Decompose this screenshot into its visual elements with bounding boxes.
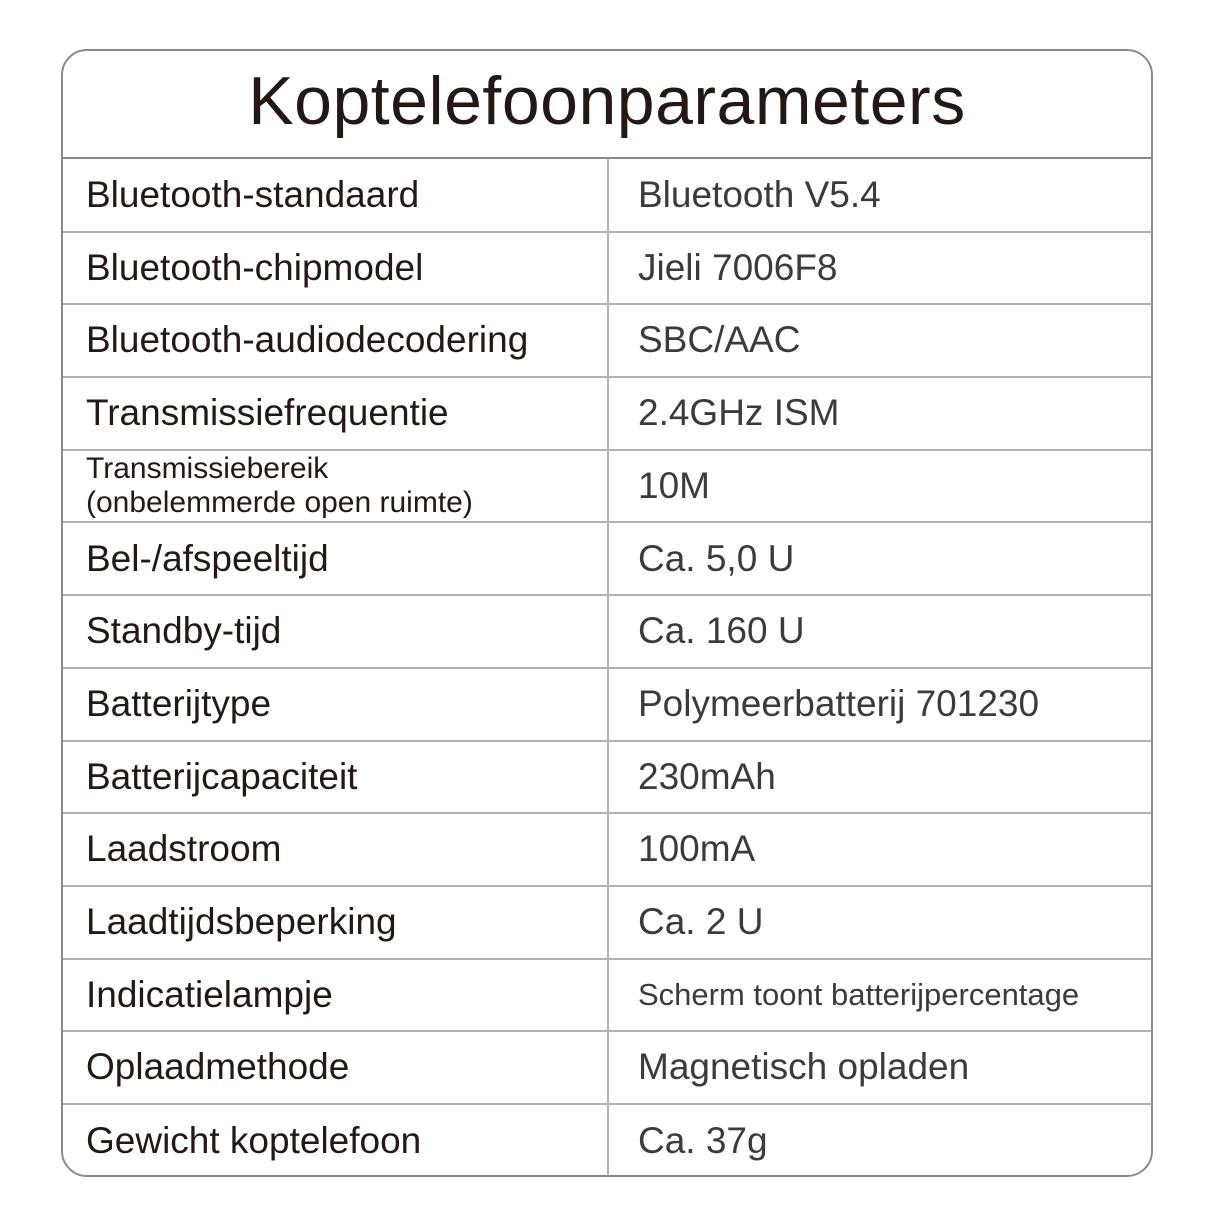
table-row: [63, 522, 1151, 595]
row-label: Batterijtype: [86, 682, 272, 724]
table-row: [63, 159, 1151, 232]
table-row: [63, 741, 1151, 814]
row-label: Transmissiefrequentie: [86, 392, 449, 434]
row-label: Bel-/afspeeltijd: [86, 537, 329, 579]
row-value: Scherm toont batterijpercentage: [638, 977, 1080, 1013]
row-label: Transmissiebereik (onbelemmerde open ruimte): [86, 451, 473, 520]
row-value: Jieli 7006F8: [638, 246, 838, 288]
table-row: [63, 450, 1151, 523]
title-bar: [63, 51, 1151, 159]
row-label: Batterijcapaciteit: [86, 755, 358, 797]
row-value: 10M: [638, 464, 710, 506]
table-row: [63, 959, 1151, 1032]
spec-card: [61, 49, 1153, 1177]
row-value: Ca. 160 U: [638, 610, 805, 652]
row-value: Ca. 5,0 U: [638, 537, 795, 579]
table-row: [63, 886, 1151, 959]
row-label: Gewicht koptelefoon: [86, 1119, 422, 1161]
table-row: [63, 668, 1151, 741]
row-label: Standby-tijd: [86, 610, 282, 652]
page-title: Koptelefoonparameters: [248, 63, 966, 139]
table-row: [63, 1104, 1151, 1177]
row-label: Bluetooth-audiodecodering: [86, 319, 529, 361]
row-value: Bluetooth V5.4: [638, 173, 881, 215]
table-row: [63, 232, 1151, 305]
row-value: Polymeerbatterij 701230: [638, 682, 1040, 724]
spec-table: [63, 159, 1151, 1177]
row-value: 2.4GHz ISM: [638, 392, 840, 434]
table-row: [63, 304, 1151, 377]
row-label: Laadtijdsbeperking: [86, 900, 397, 942]
row-value: Ca. 37g: [638, 1119, 768, 1161]
row-label: Indicatielampje: [86, 973, 333, 1015]
row-label: Bluetooth-chipmodel: [86, 246, 424, 288]
table-row: [63, 813, 1151, 886]
table-row: [63, 595, 1151, 668]
row-label: Oplaadmethode: [86, 1046, 350, 1088]
table-row: [63, 377, 1151, 450]
row-label: Laadstroom: [86, 828, 282, 870]
row-value: 100mA: [638, 828, 756, 870]
row-value: SBC/AAC: [638, 319, 801, 361]
row-value: 230mAh: [638, 755, 776, 797]
table-row: [63, 1031, 1151, 1104]
row-value: Magnetisch opladen: [638, 1046, 970, 1088]
row-label: Bluetooth-standaard: [86, 173, 420, 215]
row-value: Ca. 2 U: [638, 900, 764, 942]
